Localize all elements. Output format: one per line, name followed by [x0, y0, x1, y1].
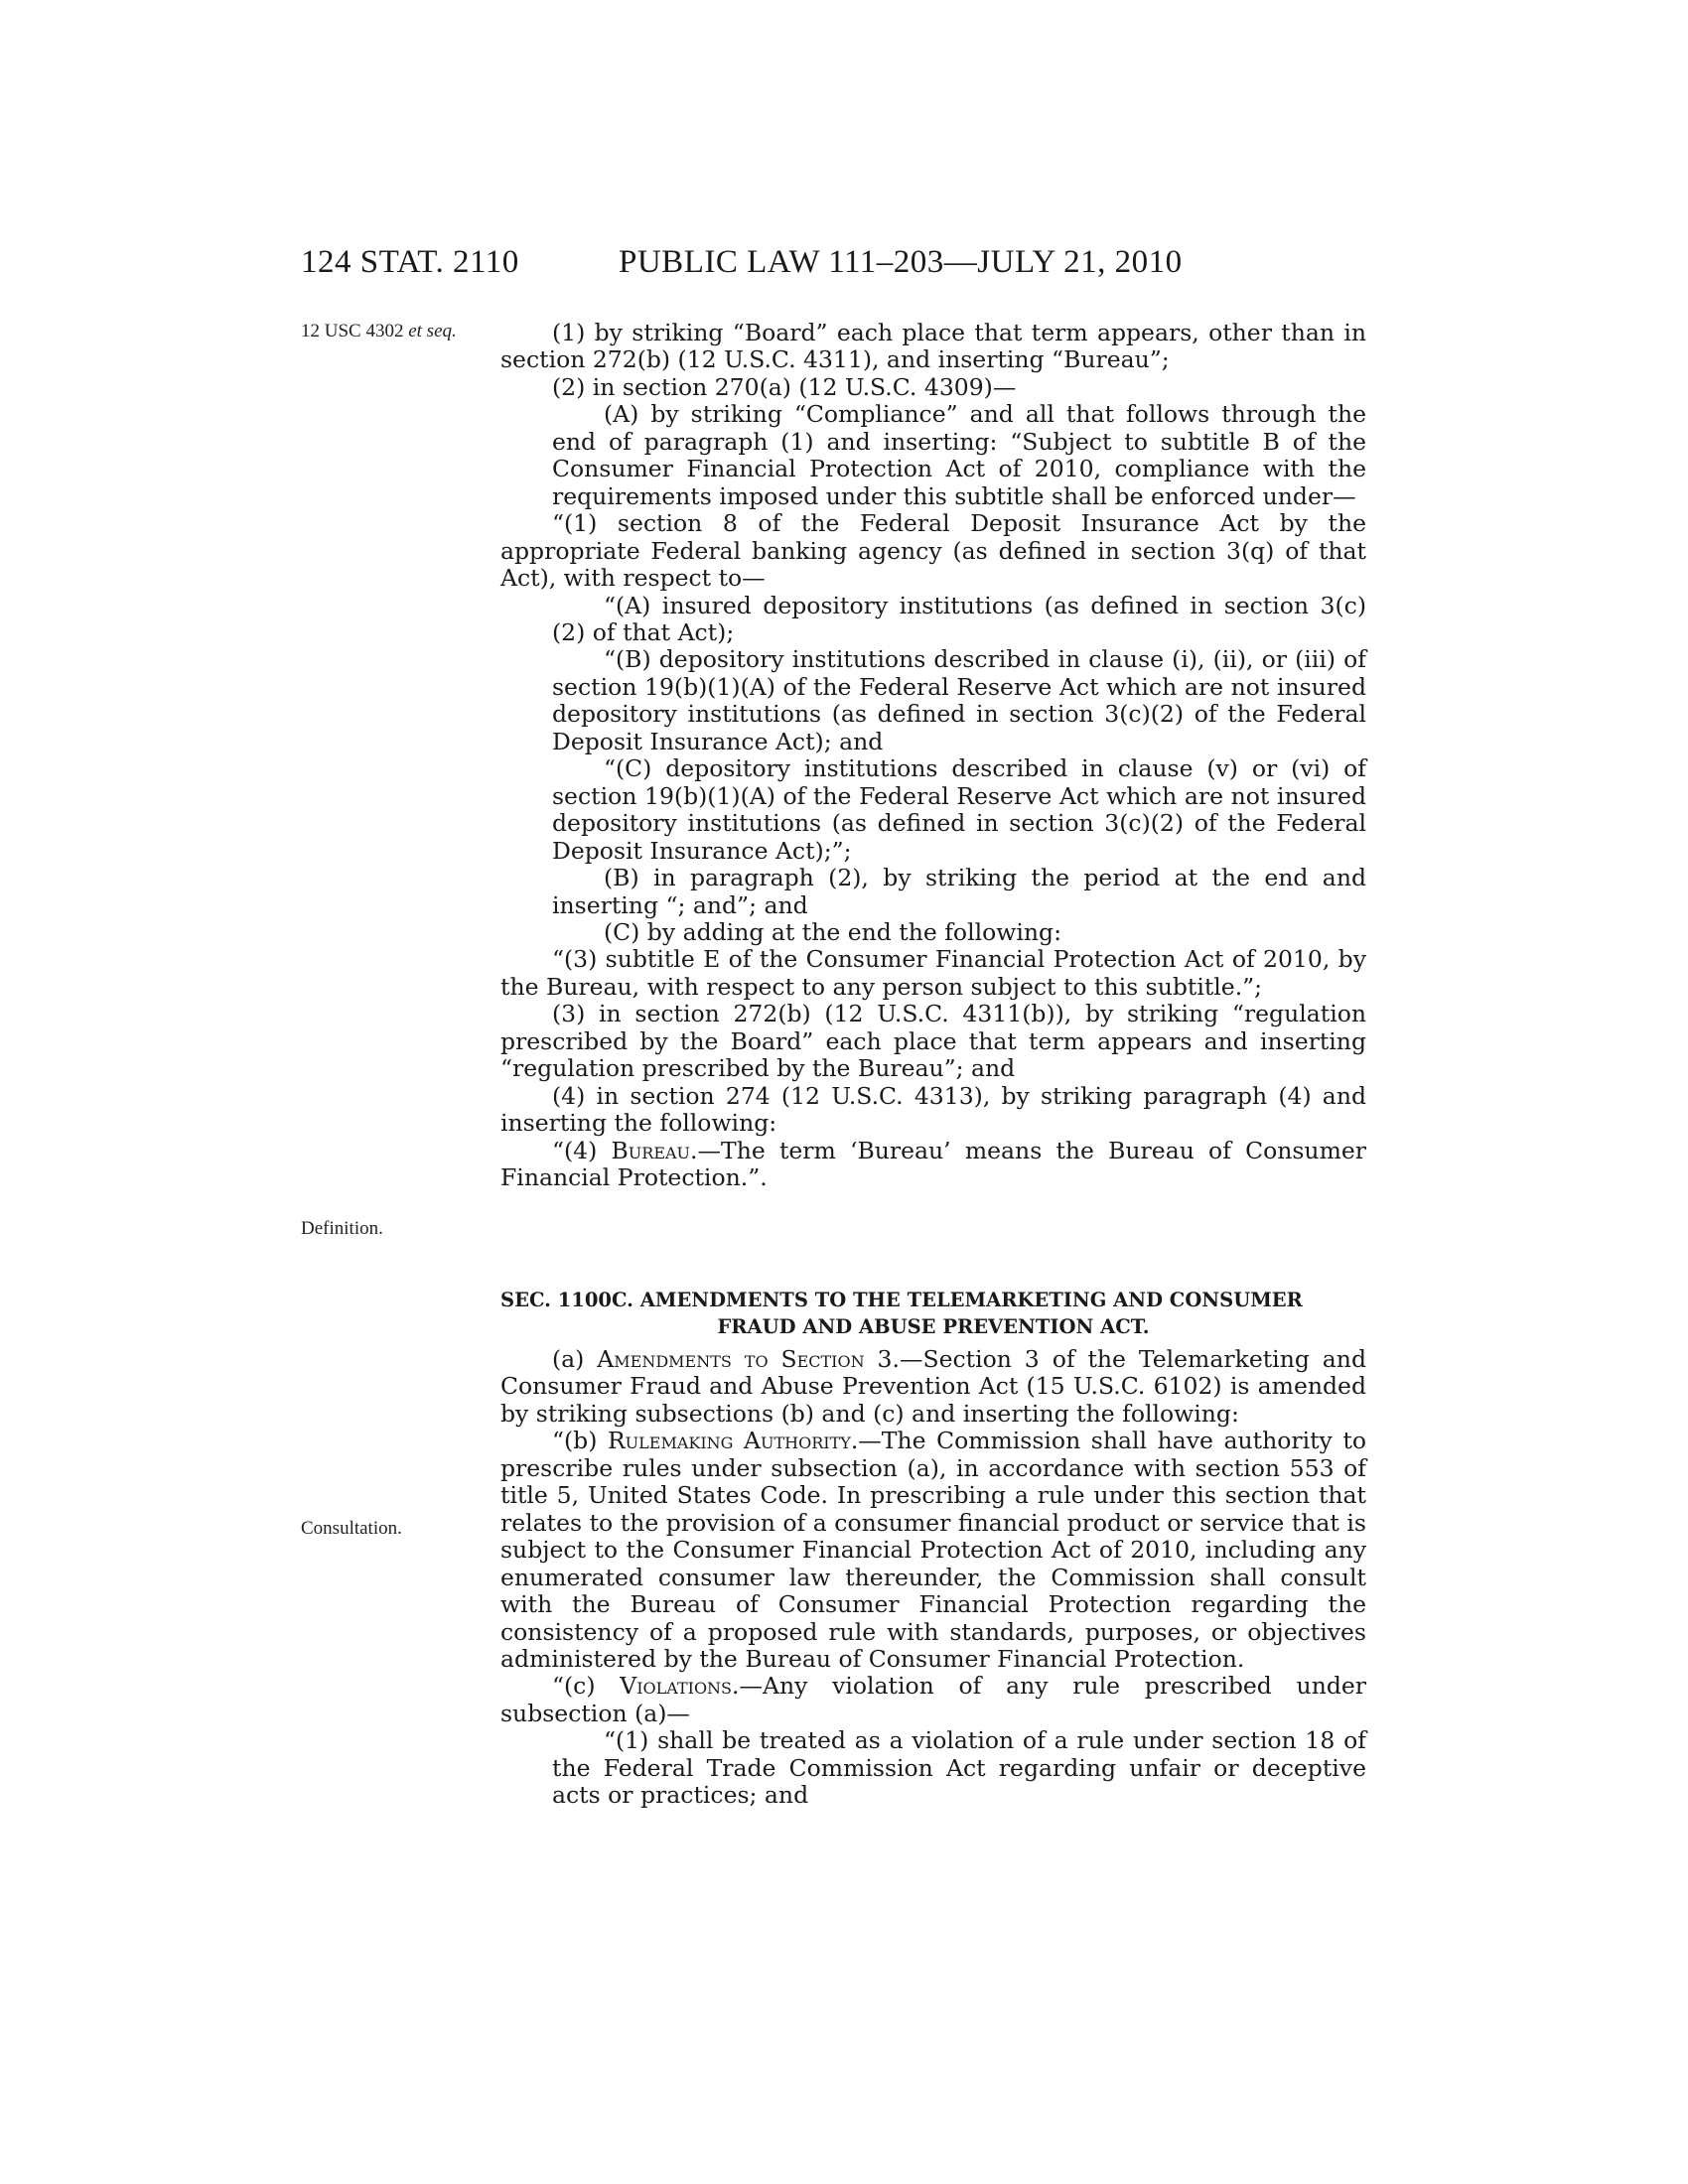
subsection-b-lead: “(b) — [552, 1427, 608, 1455]
section-heading-line-1: SEC. 1100C. AMENDMENTS TO THE TELEMARKETING AND CONSUMER — [500, 1289, 1303, 1311]
subsection-c-lead: “(c) — [552, 1672, 621, 1701]
running-header — [0, 244, 1688, 284]
usc-cite-suffix: et seq. — [408, 321, 457, 341]
subsection-a-lead: (a) — [552, 1345, 598, 1373]
paragraph-4: (4) in section 274 (12 U.S.C. 4313), by striking paragraph (4) and inserting the following: — [500, 1081, 1366, 1138]
subsection-b-text: .—The Commission shall have authority to prescribe rules under subsection (a), in accordance with section 553 of title 5, United States Code. In prescribing a rule under this section that relates to the provision of a consumer financial product or service that is subject to the Consumer Financial Protection Act of 2010, including any enumerated consumer law thereunder, the Commission shall consult with the Bureau of Consumer Financial Protection regarding the consistency of a proposed rule with standards, purposes, or objectives administered by the Bureau of Consumer Financial Protection. — [500, 1427, 1366, 1673]
subsection-c-caption: Violations — [620, 1672, 733, 1701]
usc-cite-text: 12 USC 4302 — [301, 321, 404, 341]
quoted-paragraph-3: “(3) subtitle E of the Consumer Financial Protection Act of 2010, by the Bureau, with respect to any person subject to this subtitle.”; — [500, 945, 1366, 1001]
margin-note-definition: Definition. — [301, 1218, 383, 1239]
subsection-c-text: .—Any violation of any rule prescribed under subsection (a)— — [500, 1672, 1367, 1727]
def-rest: .—The term ‘Bureau’ means the Bureau of Consumer Financial Protection.”. — [500, 1136, 1366, 1192]
subsection-a-text: .—Section 3 of the Telemarketing and Consumer Fraud and Abuse Prevention Act (15 U.S.C. 6102) is amended by striking subsections (b) and (c) and inserting the following: — [500, 1345, 1366, 1428]
margin-note-consultation: Consultation. — [301, 1518, 402, 1539]
paragraph-2c: (C) by adding at the end the following: — [604, 917, 1061, 946]
paragraph-2: (2) in section 270(a) (12 U.S.C. 4309)— — [552, 372, 1017, 401]
paragraph-3: (3) in section 272(b) (12 U.S.C. 4311(b)), by striking “regulation prescribed by the Board” each place that term appears and inserting “regulation prescribed by the Bureau”; and — [500, 1000, 1366, 1083]
quoted-paragraph-1: “(1) section 8 of the Federal Deposit Insurance Act by the appropriate Federal banking agency (as defined in section 3(q) of that Act), with respect to— — [500, 509, 1366, 593]
quoted-subparagraph-a: “(A) insured depository institutions (as defined in section 3(c)(2) of that Act); — [552, 591, 1366, 646]
section-body-text — [500, 1346, 1366, 1810]
paragraph-2a: (A) by striking “Compliance” and all that follows through the end of paragraph (1) and inserting: “Subject to subtitle B of the Consumer Financial Protection Act of 2010, compliance with the requirements imposed under this subtitle shall be enforced under— — [552, 400, 1366, 510]
amendment-body-text — [500, 320, 1366, 1192]
section-heading-line-2: FRAUD AND ABUSE PREVENTION ACT. — [717, 1315, 1150, 1338]
law-title: PUBLIC LAW 111–203—JULY 21, 2010 — [619, 244, 1183, 280]
subsection-b — [500, 1428, 1366, 1673]
quoted-definition-4 — [500, 1138, 1366, 1192]
def-lead: “(4) — [552, 1136, 612, 1164]
subsection-a-caption: Amendments to Section 3 — [597, 1345, 893, 1373]
subsection-c-paragraph-1: “(1) shall be treated as a violation of a rule under section 18 of the Federal Trade Commission Act regarding unfair or deceptive acts or practices; and — [552, 1726, 1366, 1810]
paragraph-2b: (B) in paragraph (2), by striking the period at the end and inserting “; and”; and — [552, 864, 1366, 919]
quoted-subparagraph-b: “(B) depository institutions described in clause (i), (ii), or (iii) of section 19(b)(1)(A) of the Federal Reserve Act which are not insured depository institutions (as defined in section 3(c)(2) of the Federal Deposit Insurance Act); and — [552, 645, 1366, 755]
subsection-c — [500, 1673, 1366, 1727]
quoted-subparagraph-c: “(C) depository institutions described in clause (v) or (vi) of section 19(b)(1)(A) of the Federal Reserve Act which are not insured depository institutions (as defined in section 3(c)(2) of the Federal Deposit Insurance Act);”; — [552, 754, 1366, 865]
stat-page-number: 124 STAT. 2110 — [301, 244, 519, 280]
margin-note-usc-cite — [301, 320, 499, 342]
paragraph-1: (1) by striking “Board” each place that term appears, other than in section 272(b) (12 U.S.C. 4311), and inserting “Bureau”; — [500, 319, 1366, 374]
section-heading — [500, 1287, 1366, 1340]
subsection-a — [500, 1346, 1366, 1428]
def-term: Bureau — [611, 1136, 691, 1164]
subsection-b-caption: Rulemaking Authority — [607, 1427, 851, 1455]
